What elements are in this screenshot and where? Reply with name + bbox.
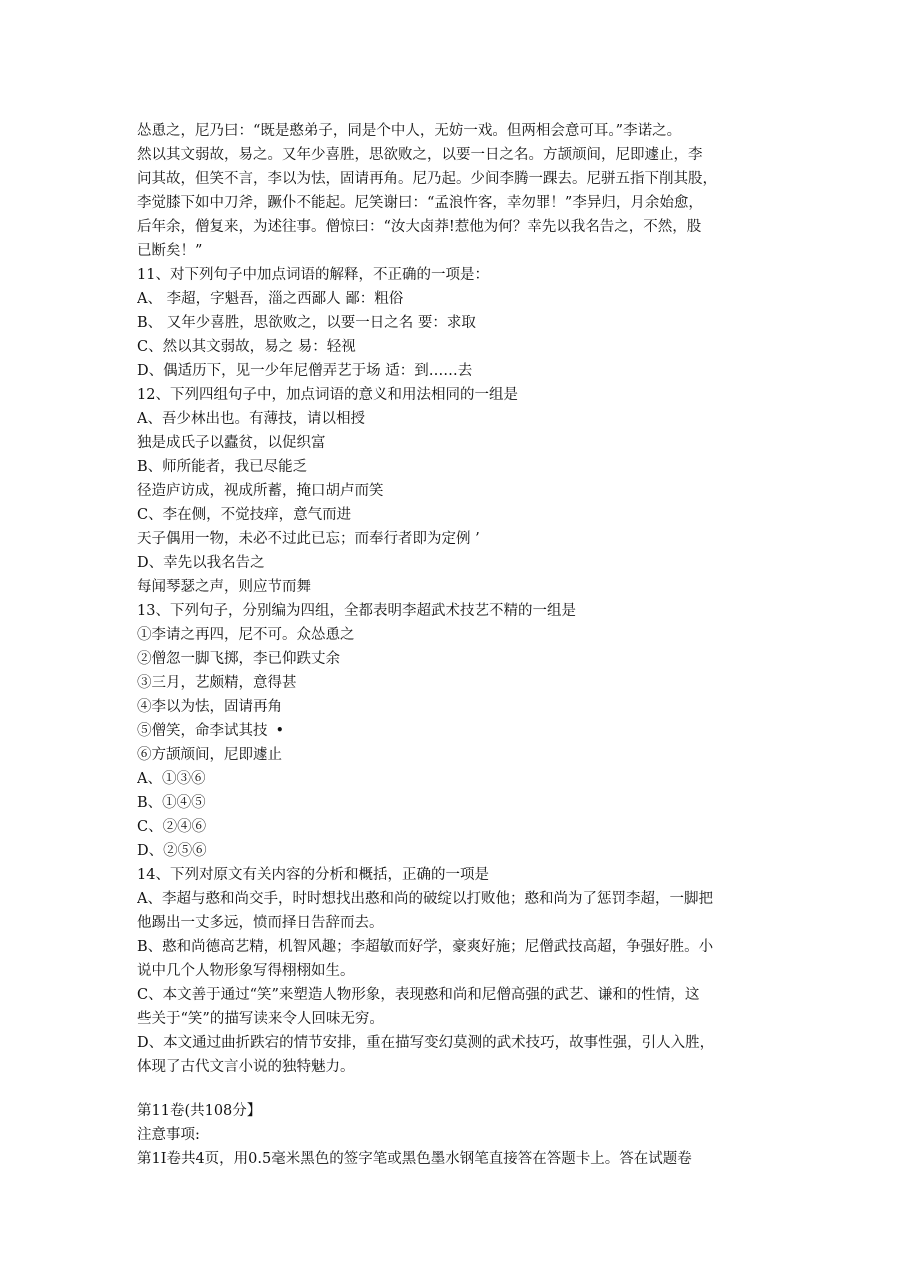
question-11-option-a: A、 李超，字魁吾，淄之西鄙人 鄙：粗俗 xyxy=(137,291,404,307)
stray-mark: • xyxy=(275,723,285,739)
question-13-option-c: C、②④⑥ xyxy=(137,819,207,835)
section-2-title: 第11卷(共108分】 xyxy=(137,1103,262,1119)
question-14-line: D、本文通过曲折跌宕的情节安排，重在描写变幻莫测的武术技巧，故事性强，引人入胜， xyxy=(137,1035,715,1051)
question-13-item-with-mark xyxy=(137,719,777,743)
question-11-stem: 11、对下列句子中加点词语的解释，不正确的一项是： xyxy=(137,267,489,283)
question-14-line: 体现了古代文言小说的独特魅力。 xyxy=(137,1059,355,1075)
passage-line: 已断矣！” xyxy=(137,243,203,259)
question-12-option-b: B、师所能者，我已尽能乏 xyxy=(137,459,308,475)
question-13-option-b: B、①④⑤ xyxy=(137,795,206,811)
question-14-line: 说中几个人物形象写得栩栩如生。 xyxy=(137,963,355,979)
question-13-item: ③三月，艺颇精，意得甚 xyxy=(137,675,297,691)
passage-line: 后年余，僧复来，为述往事。僧惊曰：“汝大卤莽!惹他为何？幸先以我名告之，不然，股 xyxy=(137,219,702,235)
question-11-option-b: B、 又年少喜胜，思欲败之，以要一日之名 要：求取 xyxy=(137,315,476,331)
question-14-line: B、憨和尚德高艺精，机智风趣；李超敏而好学，豪爽好施；尼僧武技高超，争强好胜。小 xyxy=(137,939,714,955)
question-12-option-d: D、幸先以我名告之 xyxy=(137,555,265,571)
notice-text: 第1I卷共4页，用0.5毫米黑色的签字笔或黑色墨水钢笔直接答在答题卡上。答在试题卷 xyxy=(137,1151,692,1167)
question-14-stem: 14、下列对原文有关内容的分析和概括，正确的一项是 xyxy=(137,867,489,883)
question-12-option-a-pair: 独是成氏子以蠹贫，以促织富 xyxy=(137,435,326,451)
question-14-line: 他踢出一丈多远，愤而择日告辞而去。 xyxy=(137,915,384,931)
passage-line: 问其故，但笑不言，李以为怯，固请再角。尼乃起。少间李腾一踝去。尼骈五指下削其股， xyxy=(137,171,717,187)
notice-label: 注意事项: xyxy=(137,1127,200,1143)
question-14-line: 些关于“笑”的描写读来令人回味无穷。 xyxy=(137,1011,384,1027)
question-13-item: ①李请之再四，尼不可。众怂恿之 xyxy=(137,627,355,643)
passage-line: 李觉膝下如中刀斧，蹶仆不能起。尼笑谢曰：“孟浪忤客，幸勿罪！”李异归，月余始愈， xyxy=(137,195,703,211)
question-14-line: A、李超与憨和尚交手，时时想找出憨和尚的破绽以打败他；憨和尚为了惩罚李超，一脚把 xyxy=(137,891,713,907)
question-13-option-d: D、②⑤⑥ xyxy=(137,843,207,859)
question-12-option-a: A、吾少林出也。有薄技，请以相授 xyxy=(137,411,365,427)
question-14-line: C、本文善于通过“笑”来塑造人物形象，表现憨和尚和尼僧高强的武艺、谦和的性情，这 xyxy=(137,987,700,1003)
question-12-option-c-pair: 天子偶用一物，未必不过此已忘；而奉行者即为定例 ’ xyxy=(137,531,480,547)
question-11-option-d: D、偶适历下，见一少年尼僧弄艺于场 适：到……去 xyxy=(137,363,473,379)
question-13-item: ⑥方颉颃间，尼即遽止 xyxy=(137,747,282,763)
question-12-stem: 12、下列四组句子中，加点词语的意义和用法相同的一组是 xyxy=(137,387,518,403)
question-13-option-a: A、①③⑥ xyxy=(137,771,206,787)
question-11-option-c: C、然以其文弱故，易之 易：轻视 xyxy=(137,339,356,355)
passage-line: 然以其文弱故，易之。又年少喜胜，思欲败之，以要一日之名。方颉颃间，尼即遽止，李 xyxy=(137,147,703,163)
question-13-item: ②僧忽一脚飞掷，李已仰跌丈余 xyxy=(137,651,340,667)
question-12-option-c: C、李在侧，不觉技痒，意气而进 xyxy=(137,507,352,523)
question-13-item: ④李以为怯，固请再角 xyxy=(137,699,282,715)
passage-line: 怂恿之，尼乃曰：“既是憨弟子，同是个中人，无妨一戏。但两相会意可耳。”李诺之。 xyxy=(137,123,682,139)
question-12-option-b-pair: 径造庐访成，视成所蓄，掩口胡卢而笑 xyxy=(137,483,384,499)
question-12-option-d-pair: 每闻琴瑟之声，则应节而舞 xyxy=(137,579,311,595)
question-13-item: ⑤僧笑，命李试其技 xyxy=(137,723,268,739)
question-13-stem: 13、下列句子，分别编为四组，全都表明李超武术技艺不精的一组是 xyxy=(137,603,576,619)
